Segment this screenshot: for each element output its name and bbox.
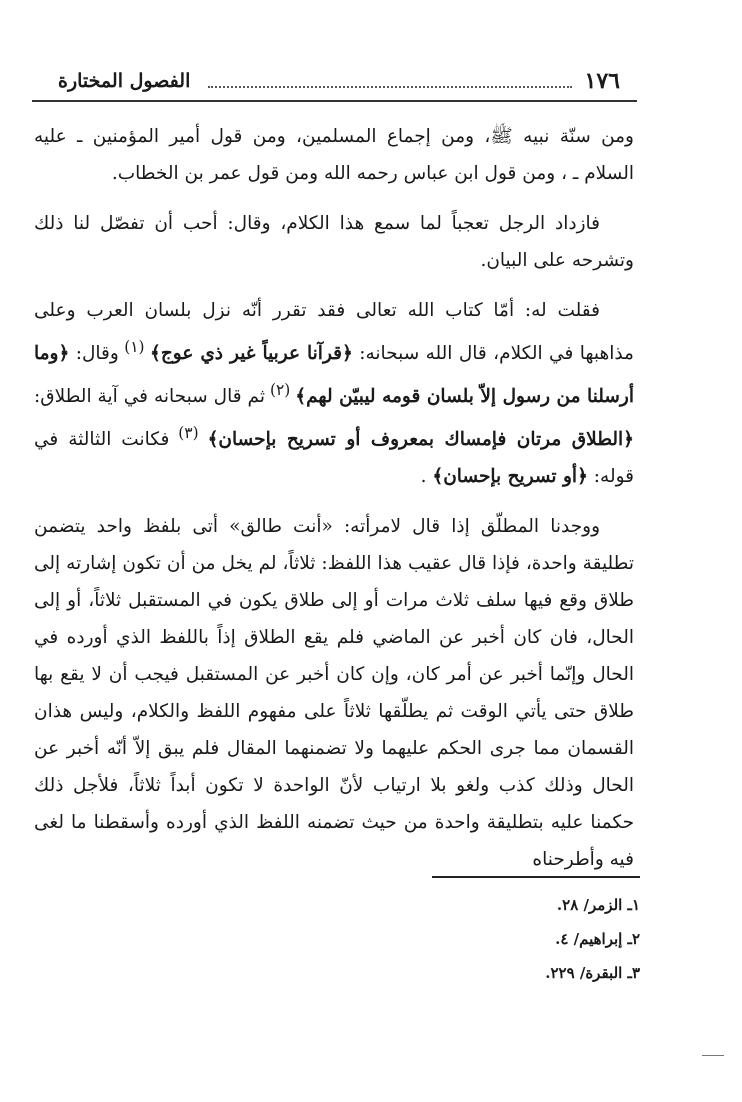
footnote-2: ٢ـ إبراهيم/ ٤. <box>555 930 640 948</box>
main-text <box>34 118 634 891</box>
footnote-ref-2: (٢) <box>264 381 296 400</box>
paragraph-3-text-c: ثم قال سبحانه في آية الطلاق: <box>34 386 265 408</box>
paragraph-3 <box>34 292 634 495</box>
paragraph-3-text-d: فكانت الثالثة في قوله: <box>34 429 634 488</box>
paragraph-4: ووجدنا المطلّق إذا قال لامرأته: «أنت طالق» أتى بلفظ واحد يتضمن تطليقة واحدة، فإذا قال عقيب هذا اللفظ: ثلاثاً، لم يخل من أن تكون إشارته إلى طلاق وقع فيها سلف ثلاث مرات أو إلى طلاق يكون في المستقبل ثلاثاً، أو إلى الحال، فان كان أخبر عن الماضي فلم يقع الطلاق إذاً باللفظ الذي أورده في الحال وإنّما أخبر عن أمر كان، وإن كان أخبر عن المستقبل فيجب أن لا يقع بها طلاق حتى يأتي الوقت ثم يطلّقها ثلاثاً على مفهوم اللفظ والكلام، وليس هذان القسمان مما جرى الحكم عليهما ولا تضمنهما المقال فلم يبق إلاّ أنّه أخبر عن الحال وذلك كذب ولغو بلا ارتياب لأنّ الواحدة لا تكون أبداً ثلاثاً، فلأجل ذلك حكمنا عليه بتطليقة واحدة من حيث تضمنه اللفظ الذي أورده وأسقطنا ما لغى فيه وأطرحناه <box>34 516 634 871</box>
paragraph-3-text-a: فقلت له: أمّا كتاب الله تعالى فقد تقرر أنّه نزل بلسان العرب وعلى مذاهبها في الكلام، قال الله سبحانه: <box>34 300 634 365</box>
header-rule <box>32 100 637 102</box>
page-number: ١٧٦ <box>584 68 620 94</box>
footnote-1: ١ـ الزمر/ ٢٨. <box>556 896 640 914</box>
paragraph-3-text-b: وقال: <box>69 343 119 365</box>
quran-verse-2: ﴿وما أرسلنا من رسول إلاّ بلسان قومه ليبيّن لهم﴾ <box>34 343 634 408</box>
footnote-ref-3: (٣) <box>169 424 208 443</box>
quran-verse-1: ﴿قرآنا عربياً غير ذي عوج﴾ <box>149 343 353 365</box>
quran-verse-4: ﴿أو تسريح بإحسان﴾ <box>432 466 588 488</box>
running-header <box>58 66 620 100</box>
footnote-ref-1: (١) <box>118 338 150 356</box>
footnote-rule <box>432 876 640 878</box>
scan-edge-mark <box>702 1055 724 1056</box>
quran-verse-3: ﴿الطلاق مرتان فإمساك بمعروف أو تسريح بإحسان﴾ <box>207 429 634 451</box>
footnote-3: ٣ـ البقرة/ ٢٢٩. <box>545 964 640 982</box>
footnotes <box>300 888 640 990</box>
paragraph-1: ومن سنّة نبيه ﷺ، ومن إجماع المسلمين، ومن قول أمير المؤمنين ـ عليه السلام ـ ، ومن قول ابن عباس رحمه الله ومن قول عمر بن الخطاب. <box>34 126 634 184</box>
paragraph-2: فازداد الرجل تعجباً لما سمع هذا الكلام، وقال: أحب أن تفصّل لنا ذلك وتشرحه على البيان. <box>34 213 634 271</box>
header-dot-leader <box>208 86 572 88</box>
running-title: الفصول المختارة <box>58 70 191 92</box>
paragraph-3-text-e: . <box>420 466 433 488</box>
